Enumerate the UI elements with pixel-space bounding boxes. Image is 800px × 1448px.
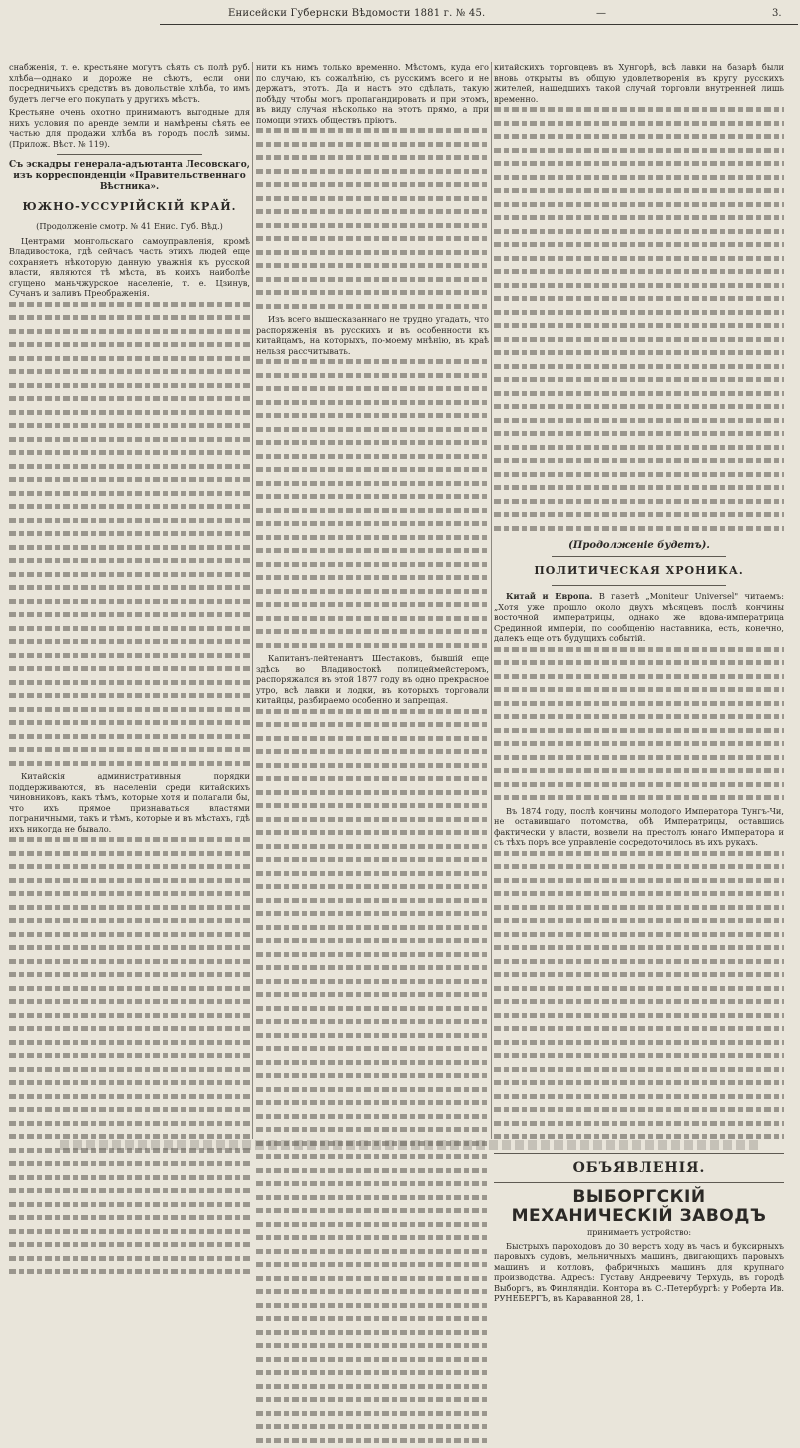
page-header (0, 0, 800, 52)
paragraph: Центрами монгольскаго самоуправленія, кромѣ Владивостока, гдѣ сейчасъ часть этихъ людей еще сохраняетъ нѣкоторую данную уважнія къ русской власти, являются тѣ мѣста, въ коихъ наиболѣе сгущено маньчжурское населеніе, т. е. Цзинув, Сучанъ и заливъ Преображенія. (9, 236, 250, 299)
text-block-illegible (256, 128, 489, 314)
text-block-illegible (256, 709, 489, 1448)
ad-title: ВЫБОРГСКІЙ МЕХАНИЧЕСКІЙ ЗАВОДЪ (494, 1188, 784, 1226)
column-right (494, 62, 784, 1139)
ads-heading: ОБЪЯВЛЕНІЯ. (494, 1160, 784, 1176)
text-block-illegible (494, 647, 784, 806)
column-middle (256, 62, 489, 1139)
header-rule (160, 24, 798, 25)
continuation-note: (Продолженіе будетъ). (494, 540, 784, 551)
paragraph: снабженія, т. е. крестьяне могутъ сѣять съ полѣ руб. хлѣба—однако и дороже не сѣютъ, если они посредничьихъ средствъ въ довольствіе хлѣба, то имъ будетъ легче его покупать у другихъ мѣстъ. (9, 62, 250, 104)
column-left (9, 62, 250, 1139)
column-divider (491, 62, 492, 1139)
section-title: ПОЛИТИЧЕСКАЯ ХРОНИКА. (494, 563, 784, 579)
text-block-illegible (256, 359, 489, 653)
separator (552, 556, 726, 557)
paragraph: китайскихъ торговцевъ въ Хунгорѣ, всѣ лавки на базарѣ были вновь открыты въ общую удовлетворенія въ кругу русскихъ жителей, нашедшихъ такой случай торговли внутренней лишь временно. (494, 62, 784, 104)
text-block-illegible (9, 302, 250, 772)
paragraph: Изъ всего вышесказаннаго не трудно угадать, что распоряженія въ русскихъ и въ особенности къ китайцамъ, на которыхъ, по-моему мнѣнію, въ краѣ нельзя рассчитывать. (256, 314, 489, 356)
paragraph: Капитанъ-лейтенантъ Шестаковъ, бывшій еще здѣсь во Владивостокѣ полицеймейстеромъ, распоряжался въ этой 1877 году въ одно прекрасное утро, всѣ лавки и лодки, въ которыхъ торговали китайцы, разбираемо особенно и запрещая. (256, 653, 489, 706)
text-block-illegible (494, 851, 784, 1145)
paragraph: Китайскія административныя порядки поддерживаются, въ населеніи среди китайскихъ чиновниковъ, какъ тѣмъ, которые хотя и полагали бы, что ихъ прямое признаваться властями пограничными, такъ и тѣмъ, которые и въ мѣстахъ, гдѣ ихъ никогда не бывало. (9, 771, 250, 834)
separator (494, 1182, 784, 1183)
ad-subtitle: принимаетъ устройство: (494, 1228, 784, 1237)
section-title: ЮЖНО-УССУРІЙСКІЙ КРАЙ. (9, 199, 250, 215)
continuation-note: (Продолженіе смотр. № 41 Енис. Губ. Вѣд.) (9, 221, 250, 232)
paragraph: Въ 1874 году, послѣ кончины молодого Императора Тунгъ-Чи, не оставившаго потомства, обѣ Императрицы, оставшись фактически у власти, возвели на престолъ юнаго Императора и съ тѣхъ поръ все управленіе сосредоточилось въ ихъ рукахъ. (494, 806, 784, 848)
separator (57, 154, 202, 155)
paragraph: Крестьяне очень охотно принимаютъ выгодные для нихъ условия по аренде земли и намѣрены сѣять ее частью для продажи хлѣба въ городъ послѣ зимы. (Прилож. Вѣст. № 119). (9, 107, 250, 149)
bottom-bleed-text (60, 1140, 760, 1150)
text-block-illegible (9, 837, 250, 1280)
running-title: Енисейски Губернски Вѣдомости 1881 г. № 45. (228, 8, 485, 19)
ad-text: Быстрыхъ пароходовъ до 30 верстъ ходу въ часъ и буксирныхъ паровыхъ судовъ, мельничныхъ машинъ, двигающихъ паровыхъ машинъ и котловъ, фабричныхъ машинъ для крупнаго производства. Адресъ: Густаву Андреевичу Терхудь, въ городѣ Выборгъ, въ Финляндіи. Контора въ С.-Петербургѣ: у Роберта Ив. РУНЕБЕРГЪ, въ Караванной 28, 1. (494, 1241, 784, 1304)
paragraph (494, 591, 784, 644)
inline-heading: Китай и Европа. (506, 591, 592, 601)
separator (552, 585, 726, 586)
separator (494, 1153, 784, 1154)
paragraph: нити къ нимъ только временно. Мѣстомъ, куда его по случаю, къ сожалѣнію, съ русскимъ всего и не держатъ, этотъ. Да и настъ это сдѣлать, такую побѣду чтобы могъ пропагандировать и при этомъ, въ виду случая нѣсколько на этотъ прямо, а при помощи этихъ обществъ пріютъ. (256, 62, 489, 125)
text-block-illegible (494, 107, 784, 536)
column-divider (252, 62, 253, 1139)
header-dash: — (596, 8, 606, 19)
paragraph-text: В газетѣ „Moniteur Universel" читаемъ: „Хотя уже прошло около двухъ мѣсяцевъ послѣ кончины восточной императрицы, однако же вдова-императрица Срединной имперіи, по сообщенію наставника, есть, конечно, далекъ еще отъ будущихъ событій. (494, 591, 784, 643)
reprint-heading: Съ эскадры генерала-адъютанта Лесовскаго, изъ корреспонденціи «Правительственнаго Вѣстника». (9, 160, 250, 193)
page-number: 3. (772, 8, 782, 19)
